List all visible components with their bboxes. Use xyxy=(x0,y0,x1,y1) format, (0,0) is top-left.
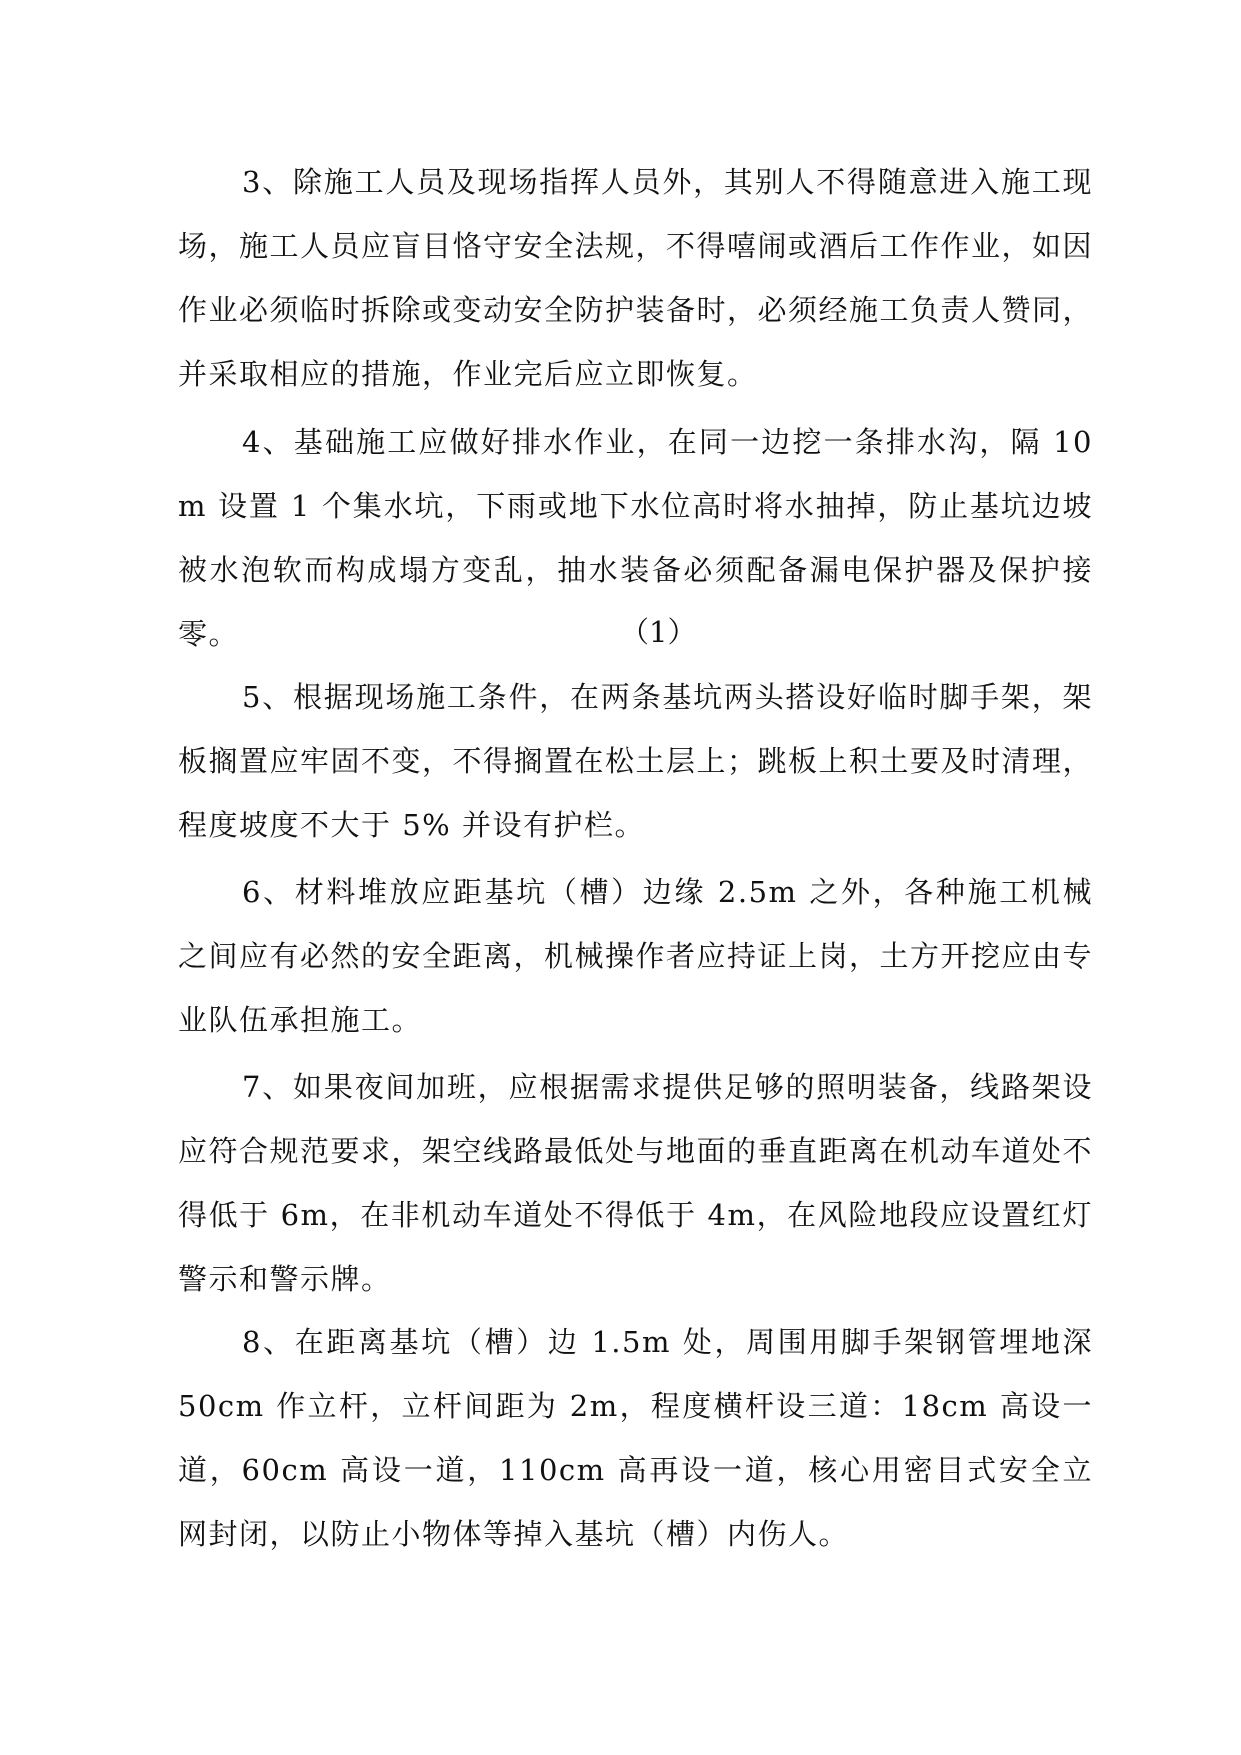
paragraph-5: 5、根据现场施工条件，在两条基坑两头搭设好临时脚手架，架板搁置应牢固不变，不得搁置在松土层上；跳板上积土要及时清理，程度坡度不大于 5% 并设有护栏。 xyxy=(178,680,1094,842)
paragraph-8: 8、在距离基坑（槽）边 1.5m 处，周围用脚手架钢管埋地深 50cm 作立杆，立杆间距为 2m，程度横杆设三道：18cm 高设一道，60cm 高设一道，110cm 高再设一道，核心用密目式安全立网封闭，以防止小物体等掉入基坑（槽）内伤人。 xyxy=(178,1325,1093,1551)
paragraph-4: 4、基础施工应做好排水作业，在同一边挖一条排水沟，隔 10m 设置 1 个集水坑，下雨或地下水位高时将水抽掉，防止基坑边坡被水泡软而构成塌方变乱，抽水装备必须配备漏电保护器及保护接零。 xyxy=(178,425,1093,651)
page-number: （1） xyxy=(620,615,697,649)
paragraph-3: 3、除施工人员及现场指挥人员外，其别人不得随意进入施工现场，施工人员应盲目恪守安全法规，不得嘻闹或酒后工作作业，如因作业必须临时拆除或变动安全防护装备时，必须经施工负责人赞同，并采取相应的措施，作业完后应立即恢复。 xyxy=(178,165,1094,391)
paragraph-7: 7、如果夜间加班，应根据需求提供足够的照明装备，线路架设应符合规范要求，架空线路最低处与地面的垂直距离在机动车道处不得低于 6m，在非机动车道处不得低于 4m，在风险地段应设置红灯警示和警示牌。 xyxy=(178,1070,1094,1296)
paragraph-6: 6、材料堆放应距基坑（槽）边缘 2.5m 之外，各种施工机械之间应有必然的安全距离，机械操作者应持证上岗，土方开挖应由专业队伍承担施工。 xyxy=(178,875,1094,1037)
